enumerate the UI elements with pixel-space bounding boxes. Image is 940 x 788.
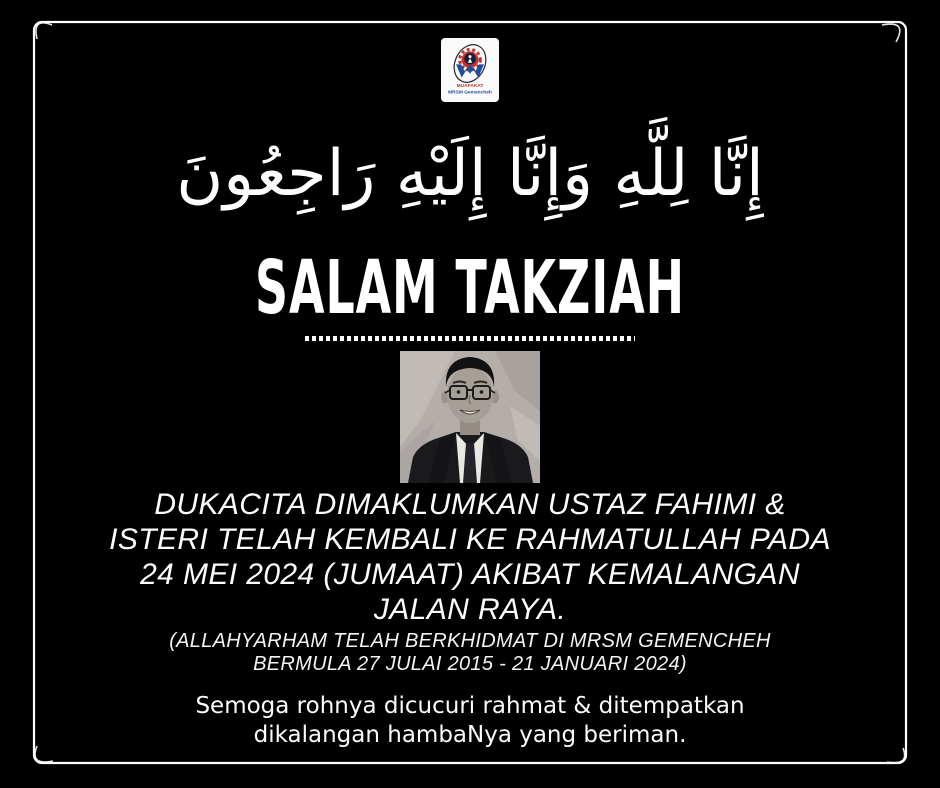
service-note-line: (ALLAHYARHAM TELAH BERKHIDMAT DI MRSM GEMENCHEH (169, 630, 771, 652)
school-logo-emblem (443, 40, 497, 100)
announcement-line: 24 MEI 2024 (JUMAAT) AKIBAT KEMALANGAN (140, 558, 800, 591)
deceased-photo (400, 351, 540, 483)
arabic-calligraphy: إِنَّا لِلَّهِ وَإِنَّا إِلَيْهِ رَاجِعُونَ (176, 137, 764, 211)
announcement-line: ISTERI TELAH KEMBALI KE RAHMATULLAH PADA (109, 523, 831, 556)
prayer-line: dikalangan hambaNya yang beriman. (253, 722, 687, 748)
logo-text-mrsm: MRSM Gemencheh (448, 90, 492, 96)
dotted-divider (305, 336, 635, 341)
prayer-line: Semoga rohnya dicucuri rahmat & ditempatkan (195, 693, 745, 719)
logo-text-muafakat: MUAFAKAT (456, 83, 484, 89)
service-note-line: BERMULA 27 JULAI 2015 - 21 JANUARI 2024) (253, 653, 687, 675)
service-note-text (0, 630, 940, 676)
announcement-line: DUKACITA DIMAKLUMKAN USTAZ FAHIMI & (154, 488, 786, 521)
announcement-text (0, 487, 940, 627)
person-icon (469, 55, 472, 58)
school-logo (441, 38, 499, 102)
poster-title: SALAM TAKZIAH (255, 245, 685, 331)
prayer-text (0, 692, 940, 750)
announcement-line: JALAN RAYA. (373, 593, 567, 626)
